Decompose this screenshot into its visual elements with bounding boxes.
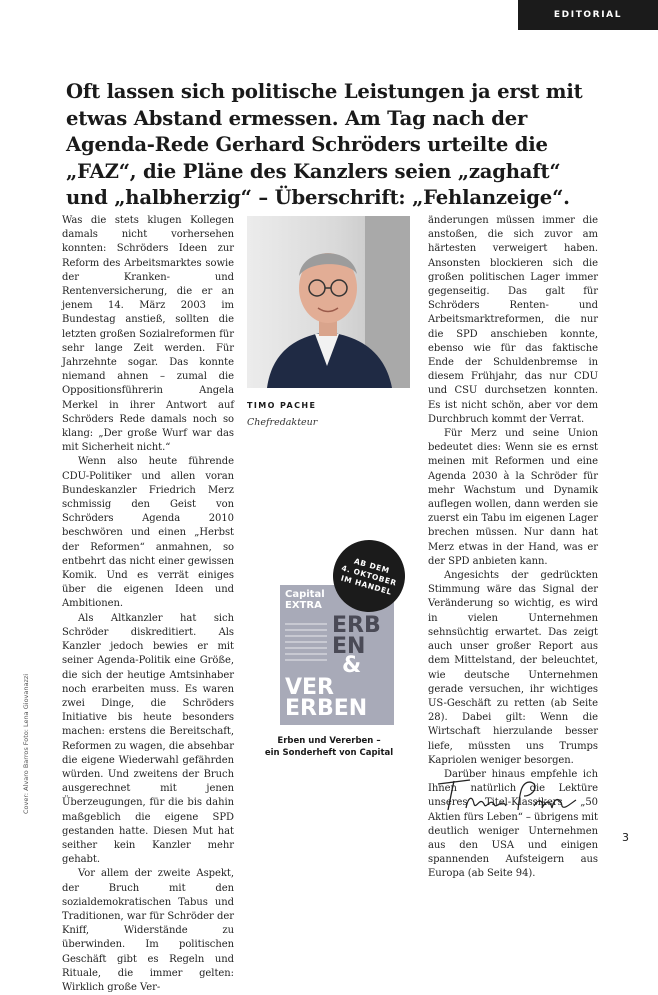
author-name: TIMO PACHE xyxy=(247,401,317,410)
paragraph: Was die stets klugen Kollegen damals nicht vorhersehen konnten: Schröders Ideen zur Reform des Arbeitsmarktes sowie der Kranken- und Rentenversicherung, die er an jenem 14. März 2003 im Bundestag anstieß, sollten die letzten großen Sozialreformen für sehr lange Zeit werden. Für Jahrzehnte sogar. Das konnte niemand ahnen – zumal die Oppositionsführerin Angela Merkel in ihrer Antwort auf Schröders Rede damals noch so klang: „Der große Wurf war das mit Sicherheit nicht.“ xyxy=(62,215,234,454)
article-column-left xyxy=(62,214,234,995)
cover-text-lines xyxy=(285,623,327,665)
cover-logo: Capital xyxy=(285,589,325,600)
author-role: Chefredakteur xyxy=(247,417,318,428)
page-number: 3 xyxy=(622,831,629,844)
paragraph: Darüber hinaus empfehle ich Ihnen natürlich die Lektüre unseres Titel-Klassikers „50 Aktien fürs Leben“ – übrigens mit deutlich weniger Unternehmen aus den USA und einigen spannenden Aufsteigern aus Europa (ab Seite 94). xyxy=(428,768,598,880)
paragraph: Vor allem der zweite Aspekt, der Bruch mit den sozialdemokratischen Tabus und Traditionen, war für Schröder der Kniff, Widerstände zu überwinden. Im politischen Geschäft gibt es Regeln und Rituale, die immer gelten: Wirklich große Ver- xyxy=(62,868,234,993)
headline: Oft lassen sich politische Leistungen ja erst mit etwas Abstand ermessen. Am Tag nach der Agenda-Rede Gerhard Schröders urteilte die „FAZ“, die Pläne des Kanzlers seien „zaghaft“ und „halbherzig“ – Überschrift: „Fehlanzeige“. xyxy=(66,80,583,209)
cover-title-top: ERB EN xyxy=(332,613,381,659)
cover-title-amp: & xyxy=(342,653,362,678)
badge-text: AB DEM 4. OKTOBER IM HANDEL xyxy=(339,556,398,597)
paragraph: Als Altkanzler hat sich Schröder diskreditiert. Als Kanzler jedoch bewies er mit seiner Agenda-Politik eine Größe, die sich der heutige Amtsinhaber noch erarbeiten muss. Es waren zwei Dinge, die Schröders Initiative bis heute besonders machen: erstens die Bereitschaft, Reformen zu wagen, die absehbar die eigene Wiederwahl gefährden würden. Und zweitens der Bruch ausgerechnet mit jenen Überzeugungen, für die bis dahin maßgeblich die eigene SPD gestanden hatte. Diesen Mut hat seither kein Kanzler mehr gehabt. xyxy=(62,612,234,866)
cover-logo-extra: EXTRA xyxy=(285,600,322,611)
paragraph: Angesichts der gedrückten Stimmung wäre das Signal der Veränderung so wichtig, es wird in vielen Unternehmen sehnsüchtig erwartet. Das zeigt auch unser großer Report aus dem Mittelstand, der beleuchtet, wie deutsche Unternehmen gerade versuchen, ihr wichtiges US-Geschäft zu retten (ab Seite 28). Dabei gilt: Wenn die Wirtschaft hierzulande besser liefe, müssten uns Trumps Kapriolen weniger besorgen. xyxy=(428,570,598,766)
paragraph: Für Merz und seine Union bedeutet dies: Wenn sie es ernst meinen mit Reformen und eine Agenda 2030 à la Schröder für mehr Wachstum und Dynamik auflegen wollen, dann werden sie zuerst ein Tabu im eigenen Lager brechen müssen. Nur dann hat Merz etwas in der Hand, was er der SPD anbieten kann. xyxy=(428,428,598,567)
section-tag: EDITORIAL xyxy=(518,0,658,30)
paragraph: änderungen müssen immer die anstoßen, die sich zuvor am härtesten verweigert haben. Ansonsten blockieren sich die großen politischen Lager immer gegenseitig. Das galt für Schröders Renten- und Arbeitsmarktreformen, die nur die SPD anschieben konnte, ebenso wie für das faktische Ende der Schuldenbremse in diesem Frühjahr, das nur CDU und CSU durchsetzen konnten. Es ist nicht schön, aber vor dem Durchbruch kommt der Verrat. xyxy=(428,215,598,425)
cover-title-bottom: VER ERBEN xyxy=(285,675,368,721)
author-photo xyxy=(247,216,410,388)
signature-icon xyxy=(430,770,580,816)
image-credit: Cover: Alvaro Barros Foto: Lena Giovanazzi xyxy=(22,673,30,814)
paragraph: Wenn also heute führende CDU-Politiker und allen voran Bundeskanzler Friedrich Merz schmissig den Geist von Schröders Agenda 2010 beschwören und einen „Herbst der Reformen“ anmahnen, so entbehrt das nicht einer gewissen Komik. Und es verrät einiges über die eigenen Ideen und Ambitionen. xyxy=(62,456,234,610)
cover-caption: Erben und Vererben – ein Sonderheft von Capital xyxy=(264,736,394,758)
author-portrait-illustration xyxy=(247,216,410,388)
